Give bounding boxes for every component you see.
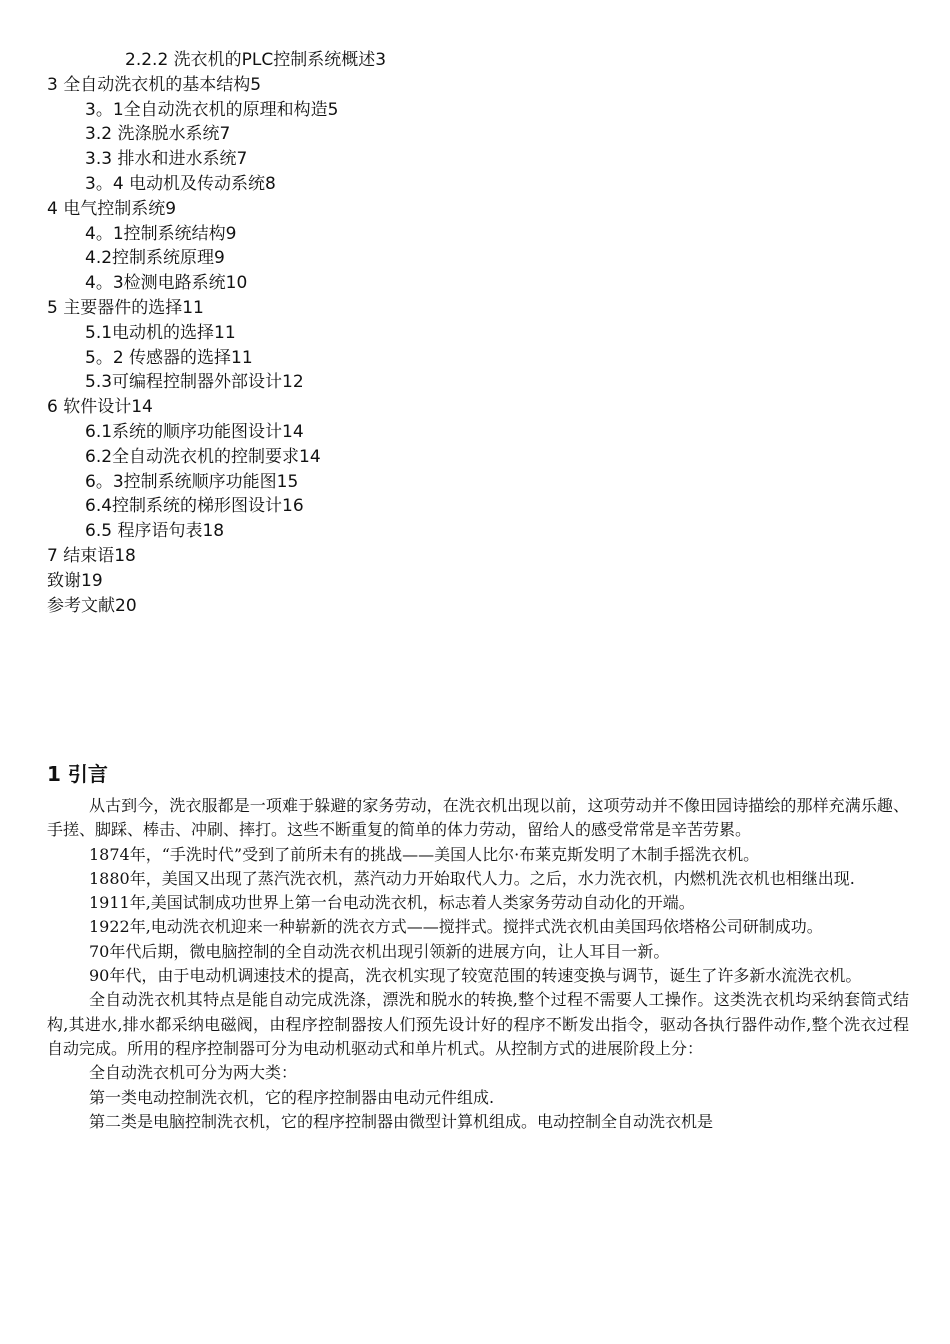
paragraph: 第一类电动控制洗衣机，它的程序控制器由电动元件组成. — [89, 1087, 495, 1107]
paragraph: 1911年,美国试制成功世界上第一台电动洗衣机，标志着人类家务劳动自动化的开端。 — [89, 893, 695, 913]
paragraph: 70年代后期，微电脑控制的全自动洗衣机出现引领新的进展方向，让人耳目一新。 — [89, 941, 670, 961]
toc-entry: 致谢19 — [47, 570, 103, 591]
toc-entry: 3.2 洗涤脱水系统7 — [85, 124, 231, 145]
paragraph: 从古到今，洗衣服都是一项难于躲避的家务劳动，在洗衣机出现以前，这项劳动并不像田园诗描绘的那样充满乐趣、手搓、脚踩、棒击、冲刷、摔打。这些不断重复的简单的体力劳动，留给人的感受常常是辛苦劳累。 — [47, 796, 909, 840]
paragraph: 90年代，由于电动机调速技术的提高，洗衣机实现了较宽范围的转速变换与调节，诞生了许多新水流洗衣机。 — [89, 966, 862, 986]
toc-entry: 参考文献20 — [47, 595, 137, 616]
toc-entry: 6。3控制系统顺序功能图15 — [85, 471, 299, 492]
toc-entry: 6.1系统的顺序功能图设计14 — [85, 421, 304, 442]
paragraph: 1922年,电动洗衣机迎来一种崭新的洗衣方式——搅拌式。搅拌式洗衣机由美国玛依塔格公司研制成功。 — [89, 917, 823, 937]
toc-entry: 3 全自动洗衣机的基本结构5 — [47, 74, 262, 95]
toc-entry: 5.3可编程控制器外部设计12 — [85, 372, 304, 393]
section-heading: 1 引言 — [47, 762, 108, 786]
paragraph: 第二类是电脑控制洗衣机，它的程序控制器由微型计算机组成。电动控制全自动洗衣机是 — [89, 1111, 714, 1131]
toc-entry: 6.2全自动洗衣机的控制要求14 — [85, 446, 321, 467]
toc-entry: 3。1全自动洗衣机的原理和构造5 — [85, 99, 339, 120]
toc-entry: 5.1电动机的选择11 — [85, 322, 236, 343]
table-of-contents — [47, 48, 927, 618]
toc-entry: 4。1控制系统结构9 — [85, 223, 237, 244]
toc-entry: 7 结束语18 — [47, 545, 136, 566]
toc-entry: 2.2.2 洗衣机的PLC控制系统概述3 — [125, 50, 387, 70]
body-text — [47, 794, 909, 1134]
toc-entry: 3.3 排水和进水系统7 — [85, 149, 248, 170]
toc-entry: 3。4 电动机及传动系统8 — [85, 173, 276, 194]
paragraph: 全自动洗衣机其特点是能自动完成洗涤，漂洗和脱水的转换,整个过程不需要人工操作。这类洗衣机均采纳套筒式结构,其进水,排水都采纳电磁阀，由程序控制器按人们预先设计好的程序不断发出指令，驱动各执行器件动作,整个洗衣过程自动完成。所用的程序控制器可分为电动机驱动式和单片机式。从控制方式的进展阶段上分： — [47, 990, 909, 1058]
paragraph: 1880年，美国又出现了蒸汽洗衣机，蒸汽动力开始取代人力。之后，水力洗衣机，内燃机洗衣机也相继出现. — [89, 868, 855, 888]
toc-entry: 6.5 程序语句表18 — [85, 521, 225, 542]
toc-entry: 5。2 传感器的选择11 — [85, 347, 253, 368]
toc-entry: 6.4控制系统的梯形图设计16 — [85, 496, 304, 517]
toc-entry: 5 主要器件的选择11 — [47, 297, 204, 318]
toc-entry: 6 软件设计14 — [47, 397, 153, 418]
toc-entry: 4。3检测电路系统10 — [85, 273, 248, 294]
toc-entry: 4 电气控制系统9 — [47, 198, 177, 219]
paragraph: 全自动洗衣机可分为两大类： — [89, 1063, 298, 1083]
toc-entry: 4.2控制系统原理9 — [85, 248, 225, 269]
paragraph: 1874年，“手洗时代”受到了前所未有的挑战——美国人比尔·布莱克斯发明了木制手摇洗衣机。 — [89, 844, 760, 864]
